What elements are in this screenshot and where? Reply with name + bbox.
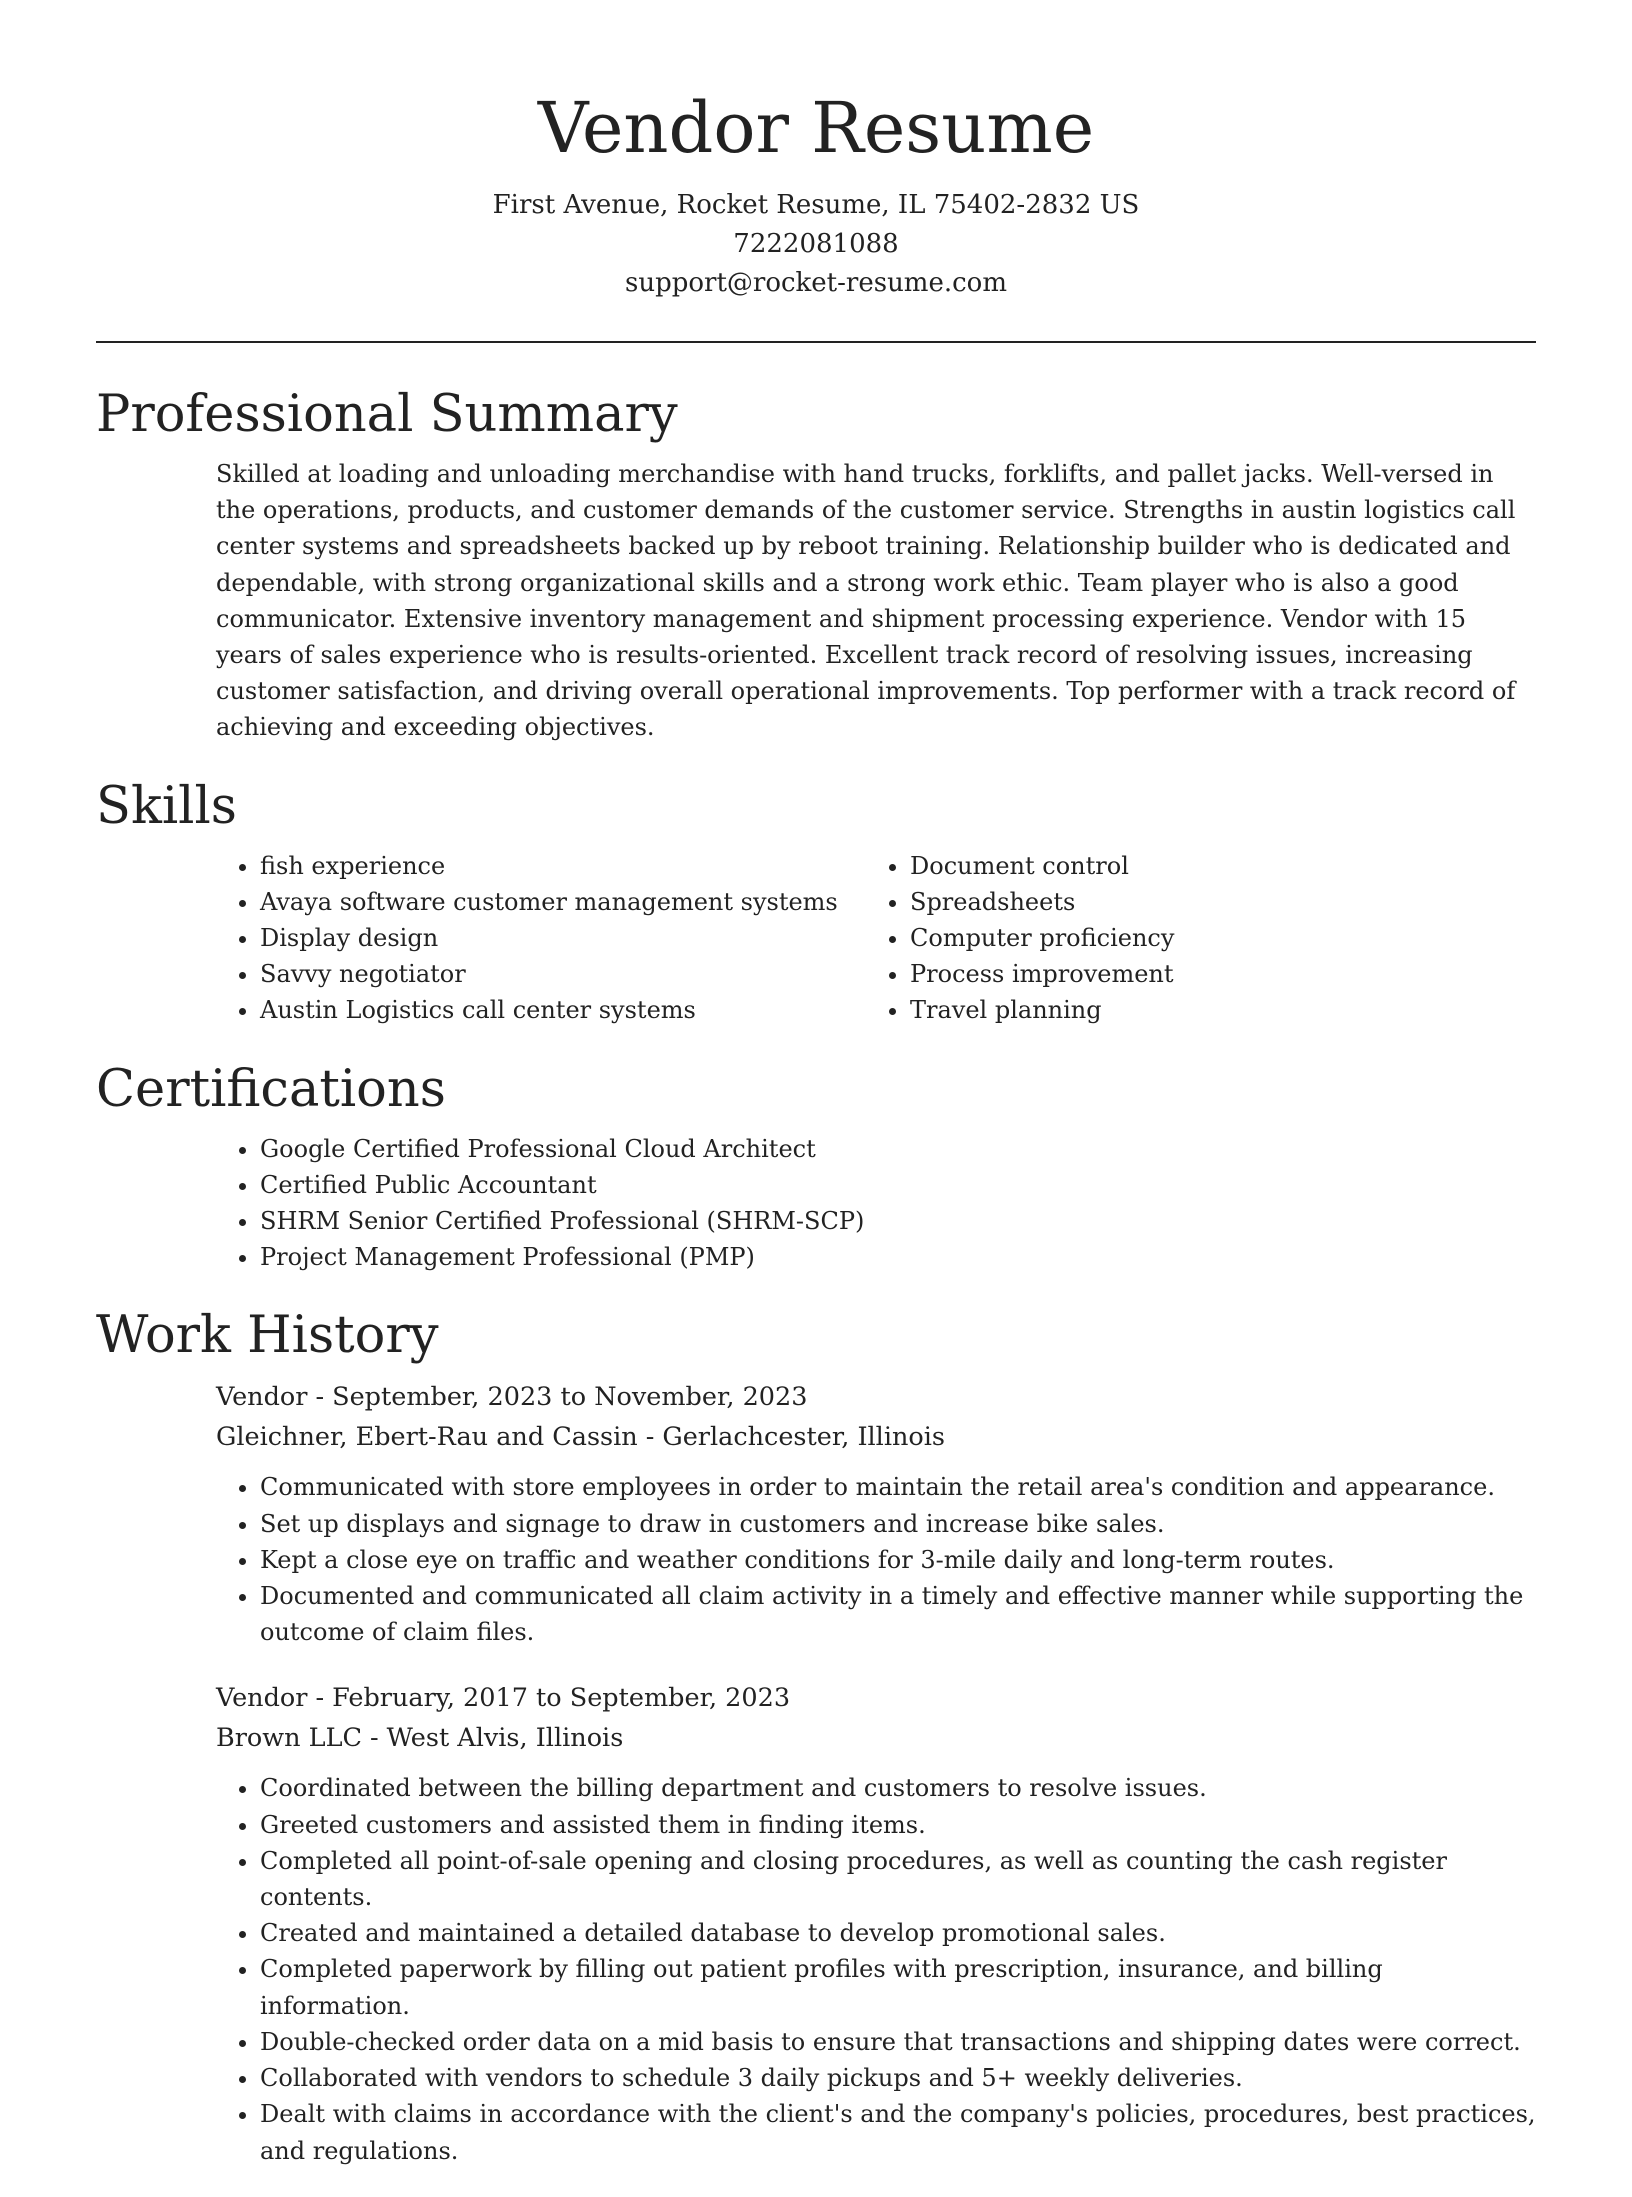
skill-item: • Spreadsheets [910,884,1516,920]
job-bullet: • Completed paperwork by filling out patient profiles with prescription, insurance, and billing information. [260,1951,1536,2023]
skills-heading: Skills [96,776,237,836]
certification-item: • Project Management Professional (PMP) [260,1239,1536,1275]
skill-item: • Travel planning [910,992,1516,1028]
summary-text: Skilled at loading and unloading merchandise with hand trucks, forklifts, and pallet jacks. Well-versed in the operations, products, and customer demands of the customer service. Strengths in austin logistics call center systems and spreadsheets backed up by reboot training. Relationship builder who is dedicated and dependable, with strong organizational skills and a strong work ethic. Team player who is also a good communicator. Extensive inventory management and shipment processing experience. Vendor with 15 years of sales experience who is results-oriented. Excellent track record of resolving issues, increasing customer satisfaction, and driving overall operational improvements. Top performer with a track record of achieving and exceeding objectives. [216,460,1516,742]
certification-item: • Certified Public Accountant [260,1167,1536,1203]
summary-heading: Professional Summary [96,385,678,444]
job-company-line [216,1718,1536,1758]
job-title-line [216,1377,1536,1417]
job-location: West Alvis, Illinois [386,1723,624,1754]
job-dates: September, 2023 to November, 2023 [332,1382,808,1413]
job-bullet: • Communicated with store employees in order to maintain the retail area's condition and appearance. [260,1469,1536,1505]
skills-column-left [216,848,866,1029]
skills-section [96,770,1536,1029]
job-company: Brown LLC [216,1723,363,1754]
job-company: Gleichner, Ebert-Rau and Cassin [216,1422,638,1453]
skill-item: • Process improvement [910,956,1516,992]
job-bullet: • Set up displays and signage to draw in customers and increase bike sales. [260,1506,1536,1542]
job-entry [216,1377,1536,1650]
job-company-line [216,1417,1536,1457]
job-bullet: • Documented and communicated all claim activity in a timely and effective manner while supporting the outcome of claim files. [260,1578,1536,1650]
certification-item: • SHRM Senior Certified Professional (SHRM-SCP) [260,1203,1536,1239]
job-dates: February, 2017 to September, 2023 [332,1683,791,1714]
skill-item: • Avaya software customer management systems [260,884,866,920]
skill-item: • Austin Logistics call center systems [260,992,866,1028]
certification-item: • Google Certified Professional Cloud Architect [260,1131,1536,1167]
job-bullet: • Kept a close eye on traffic and weather conditions for 3-mile daily and long-term routes. [260,1542,1536,1578]
job-bullet: • Created and maintained a detailed database to develop promotional sales. [260,1915,1536,1951]
job-bullet: • Dealt with claims in accordance with the client's and the company's policies, procedures, best practices, and regulations. [260,2096,1536,2168]
job-bullet: • Collaborated with vendors to schedule 3 daily pickups and 5+ weekly deliveries. [260,2060,1536,2096]
job-role: Vendor [216,1382,308,1413]
resume-header [96,82,1536,303]
email: support@rocket-resume.com [624,268,1007,298]
phone: 7222081088 [733,229,899,259]
certifications-heading: Certifications [96,1059,446,1119]
job-bullet: • Greeted customers and assisted them in finding items. [260,1807,1536,1843]
separator: - [315,1683,325,1714]
job-title-line [216,1678,1536,1718]
job-bullet: • Double-checked order data on a mid basis to ensure that transactions and shipping dates were correct. [260,2024,1536,2060]
separator: - [315,1382,325,1413]
resume-title: Vendor Resume [537,87,1095,169]
separator: - [645,1422,655,1453]
skill-item: • Savvy negotiator [260,956,866,992]
skill-item: • fish experience [260,848,866,884]
certifications-section [96,1053,1536,1276]
skills-column-right [866,848,1516,1029]
skill-item: • Computer proficiency [910,920,1516,956]
resume-content [96,378,1536,2197]
job-entry [216,1678,1536,2168]
skill-item: • Display design [260,920,866,956]
skill-item: • Document control [910,848,1516,884]
job-bullet: • Completed all point-of-sale opening and closing procedures, as well as counting the cash register contents. [260,1843,1536,1915]
work-history-heading: Work History [96,1306,439,1366]
work-history-section [96,1299,1536,2168]
header-divider [96,341,1536,343]
job-location: Gerlachcester, Illinois [662,1422,946,1453]
summary-section [96,378,1536,746]
job-role: Vendor [216,1683,308,1714]
separator: - [370,1723,379,1754]
address: First Avenue, Rocket Resume, IL 75402-2832 US [492,190,1140,220]
job-bullet: • Coordinated between the billing department and customers to resolve issues. [260,1770,1536,1806]
